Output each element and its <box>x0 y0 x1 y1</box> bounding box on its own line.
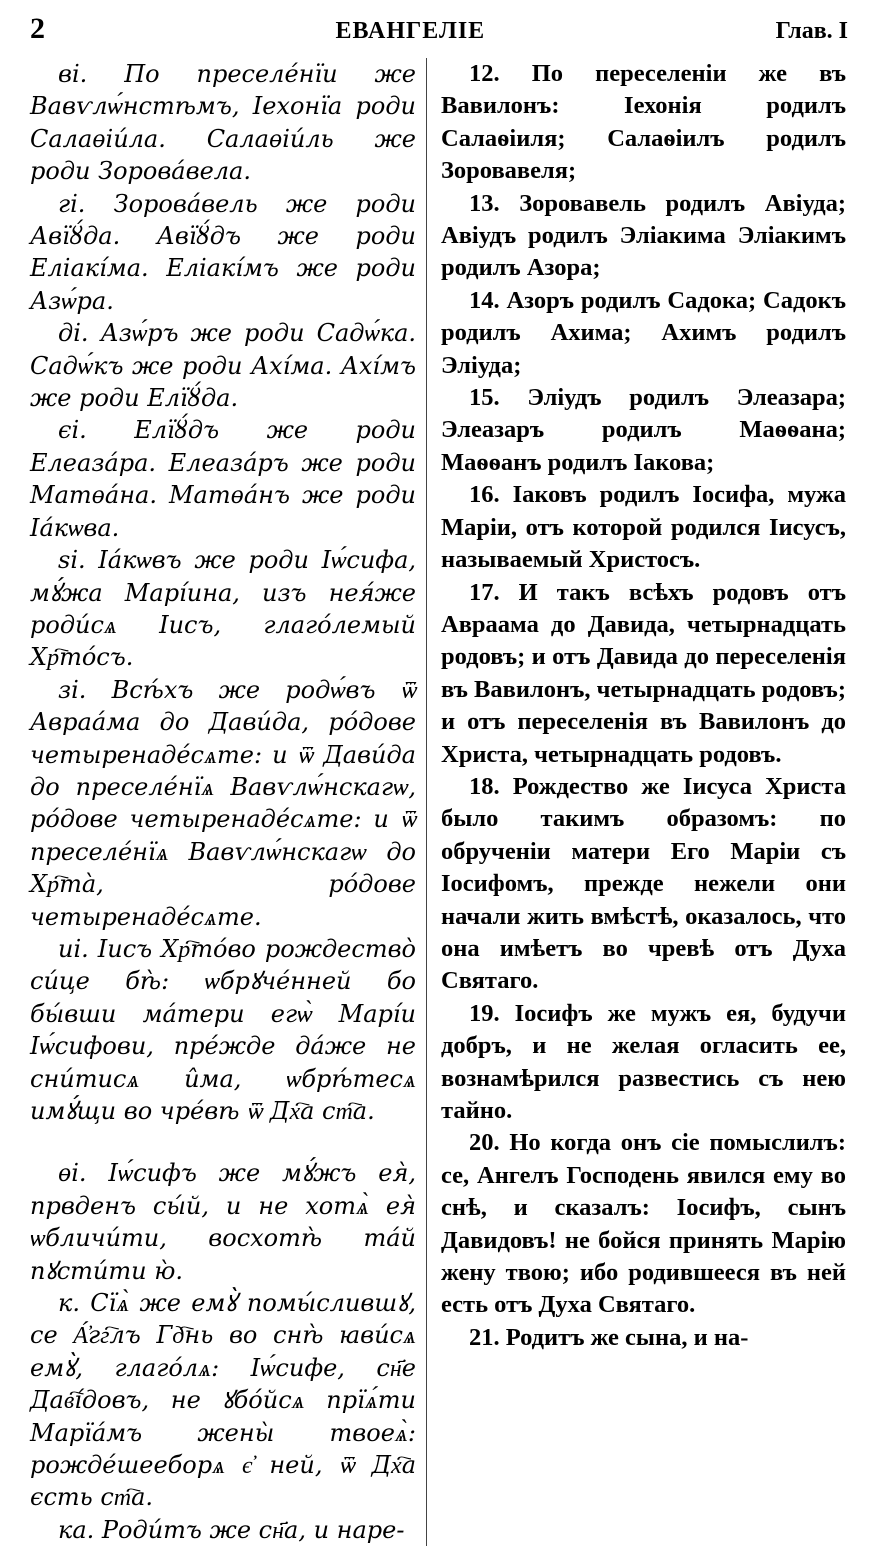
verse-slavonic: к. Сїѧ̀ же емꙋ̀ помы́слившꙋ, се А҆́гг҇лъ Гд҇нь во снѣ̀ ꙗви́сѧ емꙋ̀, глаго́лѧ: Іѡ́сифе, сн҃е Дав҇і́довъ, не ꙋбо́йсѧ прїѧ́ти Марїа́мъ жены̀ твоеѧ̀: рожде́шееборѧ є҆ ней, ѿ Дх҇а єсть ст҇а. <box>30 1289 416 1512</box>
verse-slavonic: ка. Роди́тъ же сн҃а, и наре- <box>58 1515 405 1544</box>
spacer <box>30 1127 416 1157</box>
verse-russian: 16. Іаковъ родилъ Іосифа, мужа Маріи, отъ которой родился Іисусъ, называемый Христосъ. <box>441 481 846 574</box>
verse-russian: 18. Рождество же Іисуса Христа было такимъ образомъ: по обрученіи матери Его Маріи съ Іосифомъ, прежде нежели они начали жить вмѣстѣ, оказалось, что она имѣетъ во чревѣ отъ Духа Святаго. <box>441 772 846 995</box>
verse-russian: 12. По переселеніи же въ Вавилонъ: Іехонія родилъ Салаѳіиля; Салаѳіилъ родилъ Зоровавеля; <box>441 60 846 185</box>
text-columns <box>30 58 848 1546</box>
verse-slavonic: ді. Азѡ́ръ же роди Садѡ́ка. Садѡ́къ же роди Ахі́ма. Ахі́мъ же роди Елїȣ́да. <box>30 319 416 413</box>
page-number: 2 <box>30 12 45 45</box>
verse-russian: 15. Эліудъ родилъ Элеазара; Элеазаръ родилъ Маѳѳана; Маѳѳанъ родилъ Іакова; <box>441 384 846 476</box>
chapter-label: Глав. I <box>775 18 848 44</box>
verse-russian: 17. И такъ всѣхъ родовъ отъ Авраама до Давида, четырнадцать родовъ; и отъ Давида до переселенія въ Вавилонъ, четырнадцать родовъ; и отъ переселенія въ Вавилонъ до Христа, четырнадцать родовъ. <box>441 578 846 768</box>
verse-russian: 13. Зоровавель родилъ Авіуда; Авіудъ родилъ Эліакима Эліакимъ родилъ Азора; <box>441 189 846 282</box>
verse-russian: 20. Но когда онъ сіе помыслилъ: се, Ангелъ Господень явился ему во снѣ, и сказалъ: Іосифъ, сынъ Давидовъ! не бойся принять Марію жену твою; ибо родившееся въ ней есть отъ Духа Святаго. <box>441 1129 846 1319</box>
verse-russian: 19. Іосифъ же мужъ ея, будучи добръ, и не желая огласить ее, вознамѣрился развестись съ нею тайно. <box>441 999 846 1124</box>
page-header <box>30 12 848 52</box>
verse-slavonic: зі. Всѣ́хъ же родѡ́въ ѿ Авраа́ма до Дави́да, ро́дове четыренаде́сѧте: и ѿ Дави́да до преселе́нїѧ Вавѵлѡ́нскагѡ, ро́дове четыренаде́сѧте: и ѿ преселе́нїѧ Вавѵлѡ́нскагѡ до Хр҇та̀, ро́дове четыренаде́сѧте. <box>30 675 416 931</box>
verse-slavonic: єі. Елїȣ́дъ же роди Елеаза́ра. Елеаза́ръ же роди Матѳа́на. Матѳа́нъ же роди Іа́кѡва. <box>30 416 416 542</box>
verse-russian: 14. Азоръ родилъ Садока; Садокъ родилъ Ахима; Ахимъ родилъ Эліуда; <box>441 286 846 379</box>
verse-slavonic: иі. Іисъ Хр҇то́во рождество̀ си́це бѣ̀: ѡбрꙋче́нней бо бы́вши ма́тери егѡ̀ Марі́и Іѡ́сифови, пре́жде да́же не сни́тисѧ и̂ма, ѡбрѣ́тесѧ имꙋ́щи во чре́вѣ ѿ Дх҇а ст҇а. <box>30 934 416 1125</box>
book-title: ЕВАНГЕЛІЕ <box>335 18 486 44</box>
verse-slavonic: гі. Зорова́вель же роди Авїȣ́да. Авїȣ́дъ же роди Еліакі́ма. Еліакі́мъ же роди Азѡ́ра. <box>30 189 416 315</box>
verse-russian: 21. Родитъ же сына, и на- <box>469 1323 749 1351</box>
russian-column <box>426 58 846 1546</box>
verse-slavonic: ѕі. Іа́кѡвъ же роди Іѡ́сифа, мꙋ́жа Марі́ина, изъ нея́же роди́сѧ Іисъ, глаго́лемый Хр҇то́съ. <box>30 546 416 672</box>
verse-slavonic: ві. По преселе́нїи же Вавѵлѡ́нстѣмъ, Іехонїа роди Салаѳіи́ла. Салаѳіи́ль же роди Зорова́вела. <box>30 60 416 186</box>
church-slavonic-column <box>30 58 426 1546</box>
verse-slavonic: ѳі. Іѡ́сифъ же мꙋ́жъ ея̀, првденъ сы́й, и не хотѧ̀ ея̀ ѡбличи́ти, восхотѣ̀ та́й пꙋсти́ти ю̀. <box>30 1159 416 1285</box>
